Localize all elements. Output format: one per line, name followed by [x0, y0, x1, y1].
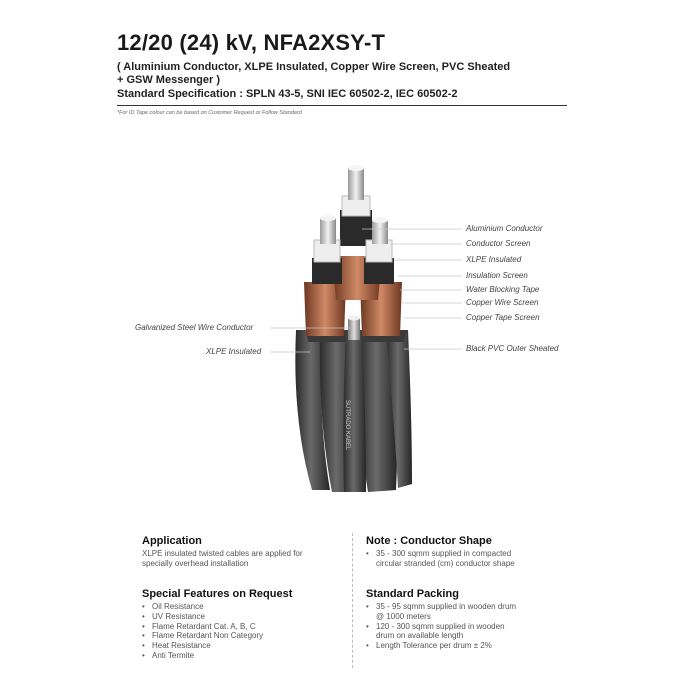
section-divider: [352, 533, 353, 668]
list-item: • 35 - 95 sqmm supplied in wooden drum @ 1000 meters: [366, 602, 516, 622]
special-features-heading: Special Features on Request: [142, 588, 293, 600]
application-text-line-2: specially overhead installation: [142, 559, 249, 568]
subtitle-line-2: + GSW Messenger ): [117, 74, 221, 86]
list-item: • Flame Retardant Non Category: [142, 631, 263, 641]
label-xlpe-insulated-left: XLPE Insulated: [206, 347, 262, 356]
list-item: • Length Tolerance per drum ± 2%: [366, 641, 516, 651]
packing-heading: Standard Packing: [366, 588, 459, 600]
special-features-list: [142, 602, 263, 661]
standard-specification: Standard Specification : SPLN 43-5, SNI IEC 60502-2, IEC 60502-2: [117, 88, 458, 100]
label-aluminium-conductor: Aluminium Conductor: [466, 224, 543, 233]
packing-list: [366, 602, 516, 651]
list-item: • 35 - 300 sqmm supplied in compacted circular stranded (cm) conductor shape: [366, 549, 515, 569]
label-galvanized-steel-wire: Galvanized Steel Wire Conductor: [135, 323, 254, 332]
list-item: • 120 - 300 sqmm supplied in wooden drum on available length: [366, 622, 516, 642]
list-item: • Flame Retardant Cat. A, B, C: [142, 622, 263, 632]
label-water-blocking-tape: Water Blocking Tape: [466, 285, 540, 294]
list-item: • UV Resistance: [142, 612, 263, 622]
label-conductor-screen: Conductor Screen: [466, 239, 531, 248]
label-xlpe-insulated: XLPE Insulated: [466, 255, 522, 264]
print-mark: SUTRADO KABEL: [344, 400, 350, 451]
application-text-line-1: XLPE insulated twisted cables are applied for: [142, 549, 303, 558]
list-item: • Oil Resistance: [142, 602, 263, 612]
footnote: *For ID Tape colour can be based on Customer Request or Follow Standard: [117, 110, 302, 116]
label-black-pvc-outer-sheath: Black PVC Outer Sheated: [466, 344, 559, 353]
note-list: [366, 549, 515, 569]
page-title: 12/20 (24) kV, NFA2XSY-T: [117, 30, 386, 55]
subtitle-line-1: ( Aluminium Conductor, XLPE Insulated, Copper Wire Screen, PVC Sheated: [117, 61, 511, 73]
list-item: • Anti Termite: [142, 651, 263, 661]
label-copper-tape-screen: Copper Tape Screen: [466, 313, 540, 322]
application-heading: Application: [142, 535, 202, 547]
label-insulation-screen: Insulation Screen: [466, 271, 528, 280]
list-item: • Heat Resistance: [142, 641, 263, 651]
note-heading: Note : Conductor Shape: [366, 535, 492, 547]
label-copper-wire-screen: Copper Wire Screen: [466, 298, 539, 307]
